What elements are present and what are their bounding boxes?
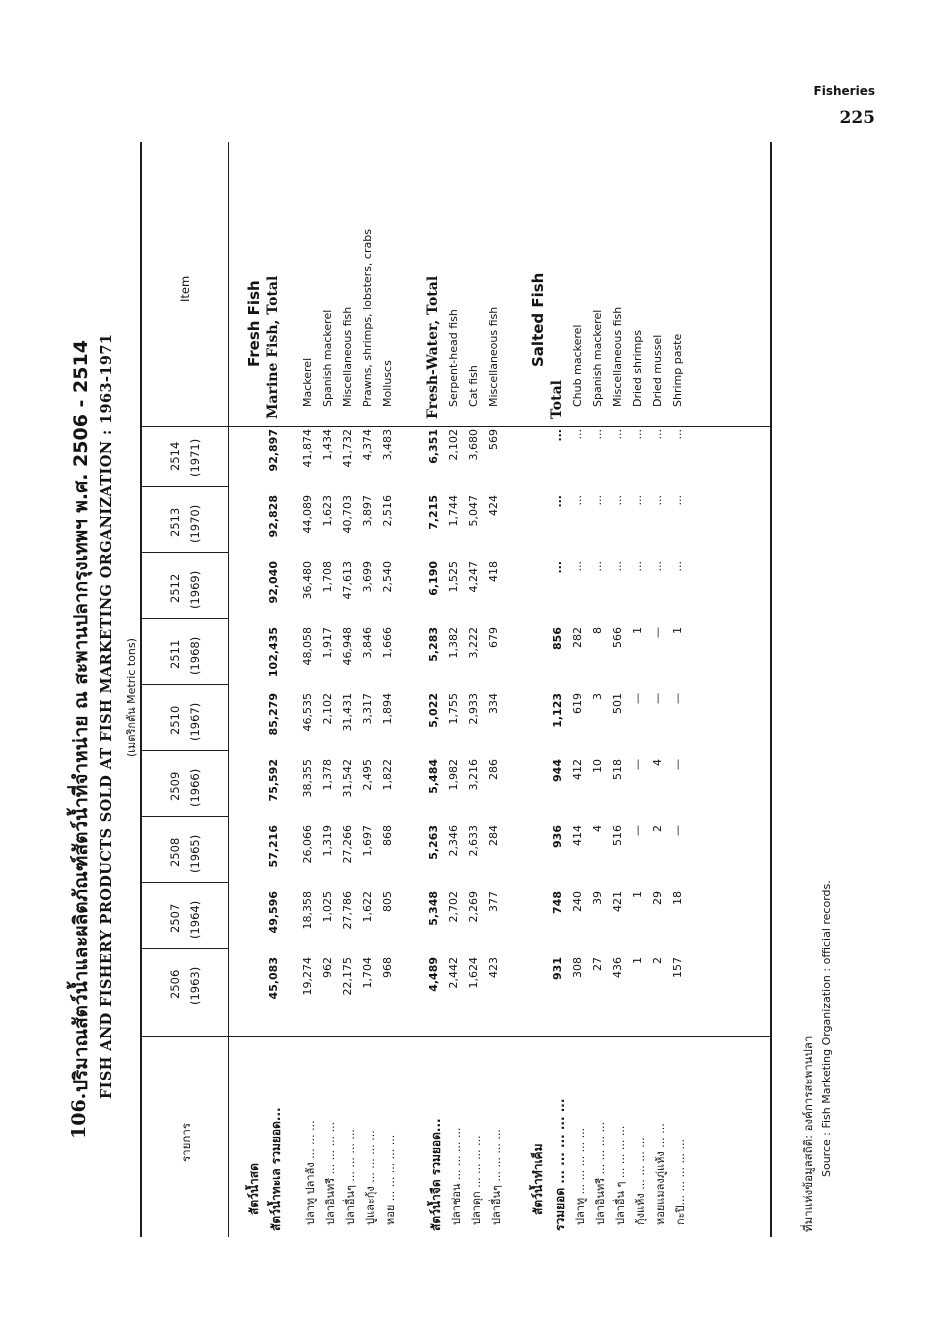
row-label-thai: ปูและกุ้ง ... ... ... ... (364, 1130, 377, 1225)
table-cell: 57,216 (267, 825, 280, 868)
table-cell: 6,190 (427, 561, 440, 596)
row-label-english: Miscellaneous fish (611, 306, 624, 407)
col-sep-year (140, 486, 228, 487)
table-cell: 36,480 (301, 561, 314, 600)
table-cell: 46,535 (301, 693, 314, 732)
table-cell: 1,982 (447, 759, 460, 791)
table-cell: 286 (487, 759, 500, 780)
table-cell: 31,542 (341, 759, 354, 798)
table-cell: 39 (591, 891, 604, 905)
page-number: 225 (839, 108, 875, 128)
row-label-english: Cat fish (467, 365, 480, 407)
table-cell: 5,484 (427, 759, 440, 794)
table-cell: ... (671, 495, 684, 506)
table-cell: 1,525 (447, 561, 460, 593)
table-number: 106. (68, 1092, 90, 1139)
table-cell: 92,040 (267, 561, 280, 604)
table-cell: 45,083 (267, 957, 280, 1000)
row-label-thai: หอย ... ... ... ... ... (384, 1134, 397, 1225)
section-header: Fisheries (813, 84, 875, 98)
table-cell: 1,666 (381, 627, 394, 659)
table-cell: 4 (651, 759, 664, 766)
table-cell: ... (591, 495, 604, 506)
row-label-english: Miscellaneous fish (487, 306, 500, 407)
header-thai: รายการ (179, 1123, 193, 1162)
table-cell: 1,382 (447, 627, 460, 659)
table-cell: 1,622 (361, 891, 374, 923)
table-cell: 102,435 (267, 627, 280, 678)
table-cell: 5,283 (427, 627, 440, 662)
table-cell: 2,442 (447, 957, 460, 989)
table-cell: 3,699 (361, 561, 374, 593)
table-cell: 4,489 (427, 957, 440, 992)
row-label-english: Shrimp paste (671, 333, 684, 407)
table-cell: 27,266 (341, 825, 354, 864)
col-sep-item (140, 426, 770, 427)
header-item: Item (178, 275, 192, 302)
row-label-english: Prawns, shrimps, lobsters, crabs (361, 229, 374, 407)
table-cell: 3,846 (361, 627, 374, 659)
row-label-thai: ปลาอื่นๆ ... ... ... ... (344, 1129, 357, 1225)
row-label-thai: รวมยอด ... ... ... ... ... (553, 1098, 567, 1231)
header-year-ad: (1970) (188, 504, 202, 543)
table-cell: 1 (631, 957, 644, 964)
row-label-english: Chub mackerel (571, 324, 584, 407)
table-cell: 1,755 (447, 693, 460, 725)
table-cell: 1,623 (321, 495, 334, 527)
row-label-thai: ปลาอื่นๆ ... ... ... ... (490, 1129, 503, 1225)
col-sep-year (140, 948, 228, 949)
table-cell: ... (631, 561, 644, 572)
row-label-english: Dried mussel (651, 334, 664, 407)
table-cell: 2 (651, 825, 664, 832)
header-year-be: 2506 (168, 969, 182, 999)
table-cell: 48,058 (301, 627, 314, 666)
table-cell: 377 (487, 891, 500, 912)
header-year-be: 2509 (168, 771, 182, 801)
row-label-thai: ปลาอินทรี ... ... ... ... (594, 1121, 607, 1225)
table-cell: 4,247 (467, 561, 480, 593)
table-cell: 1,697 (361, 825, 374, 857)
table-cell: ... (631, 495, 644, 506)
table-cell: 1,744 (447, 495, 460, 527)
table-cell: — (671, 825, 684, 836)
table-cell: 4 (591, 825, 604, 832)
table-cell: 569 (487, 429, 500, 450)
table-cell: 805 (381, 891, 394, 912)
section-title-thai: สัตว์น้ำสด (247, 1163, 261, 1215)
table-cell: 2,516 (381, 495, 394, 527)
table-cell: 44,089 (301, 495, 314, 534)
row-label-thai: กะปิ... ... ... ... ... (674, 1139, 687, 1225)
col-sep-year (140, 882, 228, 883)
header-year-be: 2511 (168, 639, 182, 669)
col-sep-year (140, 618, 228, 619)
table-cell: 10 (591, 759, 604, 773)
table-cell: 3,216 (467, 759, 480, 791)
header-year-be: 2514 (168, 441, 182, 471)
row-label-english: Fresh-Water, Total (425, 275, 441, 419)
table-cell: ... (571, 495, 584, 506)
table-cell: 18,358 (301, 891, 314, 930)
table-cell: 679 (487, 627, 500, 648)
table-cell: ... (611, 429, 624, 440)
table-cell: 2,633 (467, 825, 480, 857)
table-cell: 868 (381, 825, 394, 846)
header-year-ad: (1965) (188, 834, 202, 873)
table-cell: 1,704 (361, 957, 374, 989)
row-label-english: Mackerel (301, 357, 314, 407)
header-year-be: 2513 (168, 507, 182, 537)
header-year-ad: (1967) (188, 702, 202, 741)
col-sep-thai (140, 1036, 770, 1037)
table-cell: 962 (321, 957, 334, 978)
table-bottom-rule (770, 142, 772, 1237)
table-cell: 2 (651, 957, 664, 964)
table-cell: 284 (487, 825, 500, 846)
table-cell: 424 (487, 495, 500, 516)
unit-note: (เมตริกตัน Metric tons) (125, 638, 138, 757)
table-cell: 308 (571, 957, 584, 978)
col-sep-year (140, 552, 228, 553)
source-thai: ที่มาแห่งข้อมูลสถิติ: องค์การสะพานปลา (801, 1035, 815, 1232)
section-title-english: Salted Fish (529, 272, 547, 367)
table-cell: 2,102 (447, 429, 460, 461)
table-cell: 7,215 (427, 495, 440, 530)
row-label-english: Dried shrimps (631, 329, 644, 407)
table-cell: 619 (571, 693, 584, 714)
table-cell: 3,897 (361, 495, 374, 527)
table-cell: 26,066 (301, 825, 314, 864)
table-cell: 31,431 (341, 693, 354, 732)
table-cell: 1,624 (467, 957, 480, 989)
table-cell: ... (631, 429, 644, 440)
row-label-thai: สัตว์น้ำจืด รวมยอด... (429, 1118, 443, 1231)
table-cell: 1,123 (551, 693, 564, 728)
table-cell: 2,495 (361, 759, 374, 791)
col-sep-year (140, 750, 228, 751)
table-header-rule (228, 142, 229, 1237)
table-cell: 2,269 (467, 891, 480, 923)
table-cell: ... (651, 429, 664, 440)
table-cell: 334 (487, 693, 500, 714)
table-cell: 3 (591, 693, 604, 700)
table-cell: ... (651, 495, 664, 506)
header-year-ad: (1966) (188, 768, 202, 807)
table-cell: 5,047 (467, 495, 480, 527)
table-cell: 931 (551, 957, 564, 980)
table-cell: ... (551, 495, 564, 508)
table-cell: 436 (611, 957, 624, 978)
table-cell: 412 (571, 759, 584, 780)
table-cell: 3,680 (467, 429, 480, 461)
section-title-thai: สัตว์น้ำทำเค็ม (531, 1143, 545, 1215)
table-cell: 2,102 (321, 693, 334, 725)
table-cell: 856 (551, 627, 564, 650)
row-label-thai: ปลาอินทรี ... ... ... ... (324, 1121, 337, 1225)
row-label-thai: ปลาทู ปลาลัง ... ... ... (304, 1120, 317, 1225)
table-cell: — (671, 693, 684, 704)
section-title-english: Fresh Fish (245, 280, 263, 367)
header-year-ad: (1969) (188, 570, 202, 609)
table-cell: 2,346 (447, 825, 460, 857)
row-label-thai: ปลาทู ... ... ... ... ... (574, 1127, 587, 1225)
table-cell: 418 (487, 561, 500, 582)
header-year-ad: (1963) (188, 966, 202, 1005)
table-cell: 1 (631, 627, 644, 634)
row-label-thai: ปลาช่อน ... ... ... ... (450, 1127, 463, 1225)
table-cell: 92,828 (267, 495, 280, 538)
table-cell: 157 (671, 957, 684, 978)
row-label-english: Serpent-head fish (447, 309, 460, 407)
table-cell: ... (551, 561, 564, 574)
col-sep-year (140, 684, 228, 685)
table-cell: 6,351 (427, 429, 440, 464)
table-cell: 1,822 (381, 759, 394, 791)
row-label-thai: กุ้งแห้ง ... ... ... ... (634, 1137, 647, 1225)
table-cell: 19,274 (301, 957, 314, 996)
table-cell: 423 (487, 957, 500, 978)
table-top-rule (140, 142, 142, 1237)
table-cell: 566 (611, 627, 624, 648)
table-cell: — (631, 759, 644, 770)
table-cell: 3,317 (361, 693, 374, 725)
row-label-thai: ปลาอื่น ๆ ... ... ... ... (614, 1125, 627, 1225)
table-cell: 3,222 (467, 627, 480, 659)
table-cell: 92,897 (267, 429, 280, 472)
header-year-be: 2507 (168, 903, 182, 933)
header-year-ad: (1971) (188, 438, 202, 477)
source-english: Source : Fish Marketing Organization : official records. (820, 880, 833, 1177)
row-label-english: Spanish mackerel (591, 309, 604, 407)
table-cell: 5,348 (427, 891, 440, 926)
table-cell: 40,703 (341, 495, 354, 534)
table-cell: 85,279 (267, 693, 280, 736)
table-cell: 944 (551, 759, 564, 782)
table-cell: 748 (551, 891, 564, 914)
table-cell: 4,374 (361, 429, 374, 461)
table-cell: — (651, 627, 664, 638)
title-thai: ปริมาณสัตว์น้ำและผลิตภัณฑ์สัตว์น้ำที่จำหน่าย ณ สะพานปลากรุงเทพฯ พ.ศ. 2506 - 2514 (70, 340, 92, 1092)
table-cell: 414 (571, 825, 584, 846)
table-cell: 518 (611, 759, 624, 780)
table-cell: ... (591, 561, 604, 572)
table-cell: 968 (381, 957, 394, 978)
row-label-english: Miscellaneous fish (341, 306, 354, 407)
table-cell: 38,355 (301, 759, 314, 798)
table-cell: — (671, 759, 684, 770)
table-cell: — (631, 693, 644, 704)
table-cell: 516 (611, 825, 624, 846)
row-label-english: Spanish mackerel (321, 309, 334, 407)
table-cell: ... (571, 429, 584, 440)
table-cell: 18 (671, 891, 684, 905)
table-cell: ... (611, 561, 624, 572)
col-sep-year (140, 816, 228, 817)
header-year-be: 2512 (168, 573, 182, 603)
table-cell: 29 (651, 891, 664, 905)
row-label-english: Total (549, 379, 565, 419)
table-cell: 3,483 (381, 429, 394, 461)
table-cell: 1 (631, 891, 644, 898)
table-cell: 1 (671, 627, 684, 634)
table-cell: 27 (591, 957, 604, 971)
table-cell: 1,917 (321, 627, 334, 659)
table-cell: 2,933 (467, 693, 480, 725)
table-cell: 1,319 (321, 825, 334, 857)
table-cell: 41,874 (301, 429, 314, 468)
table-cell: 936 (551, 825, 564, 848)
table-cell: 2,702 (447, 891, 460, 923)
table-cell: 501 (611, 693, 624, 714)
table-cell: 41,732 (341, 429, 354, 468)
table-cell: ... (571, 561, 584, 572)
table-cell: 5,022 (427, 693, 440, 728)
header-year-ad: (1968) (188, 636, 202, 675)
row-label-thai: ปลาดุก ... ... ... ... (470, 1135, 483, 1225)
table-cell: 1,025 (321, 891, 334, 923)
table-cell: 1,434 (321, 429, 334, 461)
title-english: FISH AND FISHERY PRODUCTS SOLD AT FISH MARKETING ORGANIZATION : 1963-1971 (98, 333, 115, 1099)
table-cell: ... (651, 561, 664, 572)
row-label-english: Marine Fish, Total (265, 275, 281, 419)
table-cell: ... (671, 429, 684, 440)
table-cell: 421 (611, 891, 624, 912)
table-cell: ... (551, 429, 564, 442)
table-cell: 1,708 (321, 561, 334, 593)
table-cell: — (631, 825, 644, 836)
row-label-thai: สัตว์น้ำทะเล รวมยอด... (269, 1107, 283, 1231)
table-cell: 49,596 (267, 891, 280, 934)
table-cell: 46,948 (341, 627, 354, 666)
header-year-be: 2508 (168, 837, 182, 867)
table-cell: 47,613 (341, 561, 354, 600)
row-label-thai: หอยแมลงภู่แห้ง ... ... (654, 1123, 667, 1225)
table-cell: 2,540 (381, 561, 394, 593)
table-cell: 240 (571, 891, 584, 912)
table-cell: 282 (571, 627, 584, 648)
table-cell: — (651, 693, 664, 704)
header-year-ad: (1964) (188, 900, 202, 939)
table-cell: 75,592 (267, 759, 280, 802)
table-cell: ... (611, 495, 624, 506)
table-cell: 27,786 (341, 891, 354, 930)
table-cell: 5,263 (427, 825, 440, 860)
table-cell: ... (671, 561, 684, 572)
table-cell: ... (591, 429, 604, 440)
header-year-be: 2510 (168, 705, 182, 735)
table-cell: 8 (591, 627, 604, 634)
table-cell: 1,378 (321, 759, 334, 791)
table-cell: 1,894 (381, 693, 394, 725)
row-label-english: Molluscs (381, 360, 394, 407)
table-cell: 22,175 (341, 957, 354, 996)
